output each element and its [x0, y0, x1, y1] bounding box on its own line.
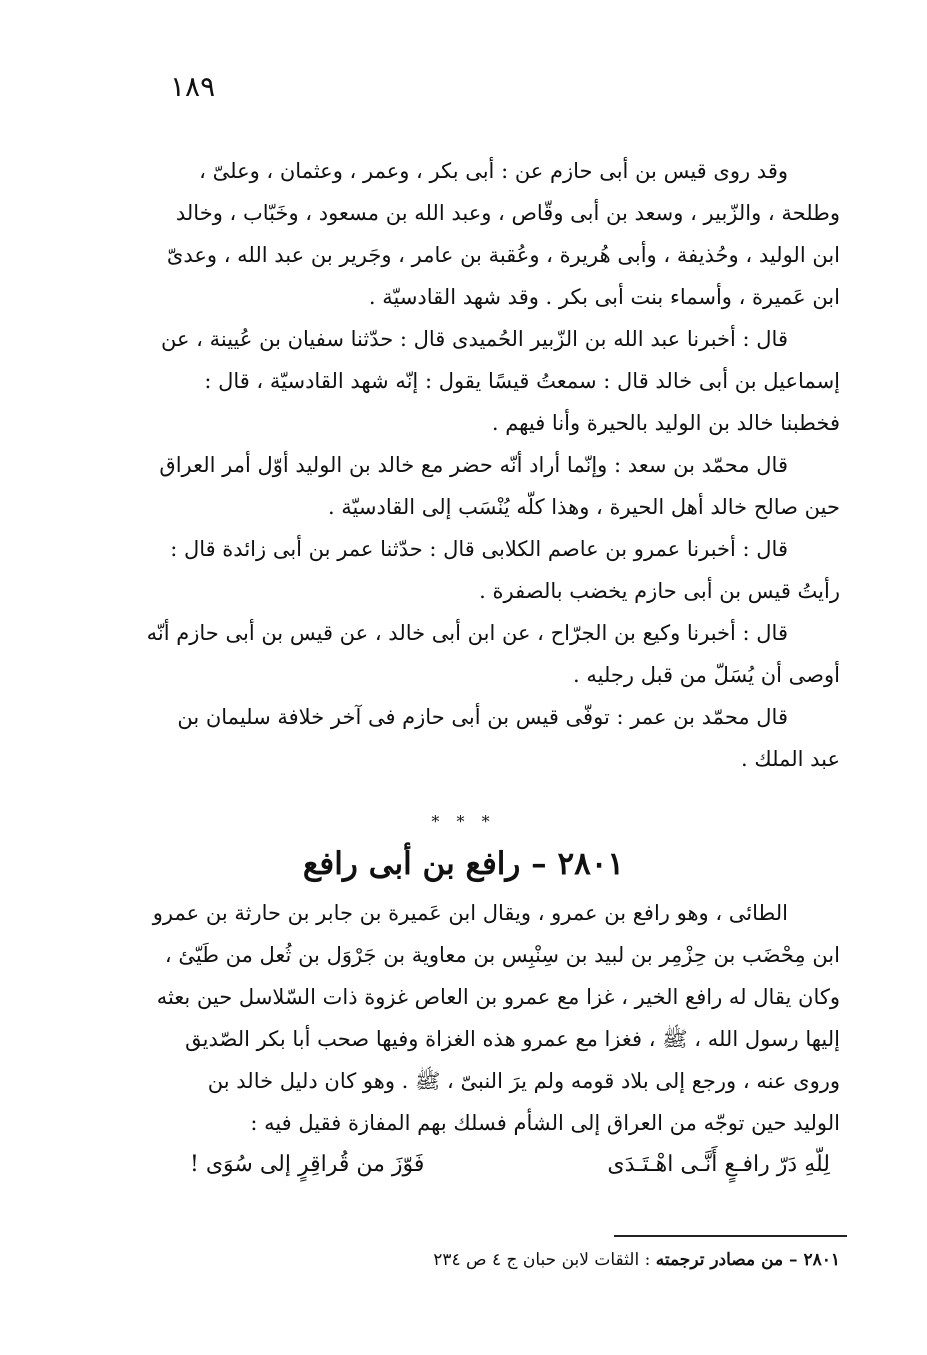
verse-second-hemistich: فَوّزَ من قُراقِرٍ إلى سُوَى ! [190, 1152, 425, 1177]
text-line: ابن عَميرة ، وأسماء بنت أبى بكر . وقد شهد القادسيّة . [368, 285, 840, 309]
text-line: حين صالح خالد أهل الحيرة ، وهذا كلّه يُنْسَب إلى القادسيّة . [327, 495, 840, 519]
text-line: إليها رسول الله ، ﷺ ، فغزا مع عمرو هذه الغزاة وفيها صحب أبا بكر الصّديق [185, 1027, 840, 1051]
text-line: إسماعيل بن أبى خالد قال : سمعتُ قيسًا يقول : إنّه شهد القادسيّة ، قال : [204, 369, 840, 393]
text-line: وروى عنه ، ورجع إلى بلاد قومه ولم يرَ النبىّ ، ﷺ . وهو كان دليل خالد بن [207, 1069, 840, 1093]
footnote-text: : الثقات لابن حبان ج ٤ ص ٢٣٤ [433, 1250, 651, 1270]
text-line: قال : أخبرنا عبد الله بن الزّبير الحُميدى قال : حدّثنا سفيان بن عُيينة ، عن [160, 327, 788, 351]
text-line: وقد روى قيس بن أبى حازم عن : أبى بكر ، وعمر ، وعثمان ، وعلىّ ، [199, 159, 788, 183]
text-line: رأيتُ قيس بن أبى حازم يخضب بالصفرة . [479, 579, 840, 603]
text-line: الوليد حين توجّه من العراق إلى الشأم فسلك بهم المفازة فقيل فيه : [250, 1111, 840, 1135]
text-line: قال محمّد بن عمر : توفّى قيس بن أبى حازم فى آخر خلافة سليمان بن [177, 705, 788, 729]
text-line: الطائى ، وهو رافع بن عمرو ، ويقال ابن عَميرة بن جابر بن حارثة بن عمرو [152, 901, 788, 925]
text-line: ابن الوليد ، وحُذيفة ، وأبى هُريرة ، وعُقبة بن عامر ، وجَرير بن عبد الله ، وعدىّ [166, 243, 840, 267]
text-line: وكان يقال له رافع الخير ، غزا مع عمرو بن العاص غزوة ذات السّلاسل حين بعثه [156, 985, 840, 1009]
text-line: فخطبنا خالد بن الوليد بالحيرة وأنا فيهم . [491, 411, 840, 435]
footnote-label: ٢٨٠١ – من مصادر ترجمته [655, 1250, 840, 1270]
text-line: أوصى أن يُسَلّ من قبل رجليه . [573, 663, 840, 687]
text-line: قال : أخبرنا وكيع بن الجرّاح ، عن ابن أبى خالد ، عن قيس بن أبى حازم أنّه [146, 621, 788, 645]
footnote [320, 1250, 840, 1270]
text-line: وطلحة ، والزّبير ، وسعد بن أبى وقّاص ، وعبد الله بن مسعود ، وخَبّاب ، وخالد [175, 201, 840, 225]
page-number: ١٨٩ [170, 70, 216, 103]
text-line: قال : أخبرنا عمرو بن عاصم الكلابى قال : حدّثنا عمر بن أبى زائدة قال : [170, 537, 788, 561]
entry-heading: ٢٨٠١ – رافع بن أبى رافع [302, 846, 625, 882]
footnote-rule [614, 1235, 847, 1237]
section-separator: * * * [431, 812, 496, 831]
poetry-verse [190, 1152, 830, 1177]
verse-first-hemistich: لِلّهِ دَرّ رافـعٍ أَنَّـى اهْـتَـدَى [607, 1152, 830, 1177]
text-line: قال محمّد بن سعد : وإنّما أراد أنّه حضر مع خالد بن الوليد أوّل أمر العراق [159, 453, 788, 477]
biography-text-rafi [120, 892, 840, 1144]
text-line: عبد الملك . [741, 747, 840, 771]
text-line: ابن مِحْضَب بن حِزْمِر بن لبيد بن سِنْبِس بن معاوية بن جَرْوَل بن ثُعل من طَيّئ ، [164, 943, 840, 967]
biography-text-qays [120, 150, 840, 780]
